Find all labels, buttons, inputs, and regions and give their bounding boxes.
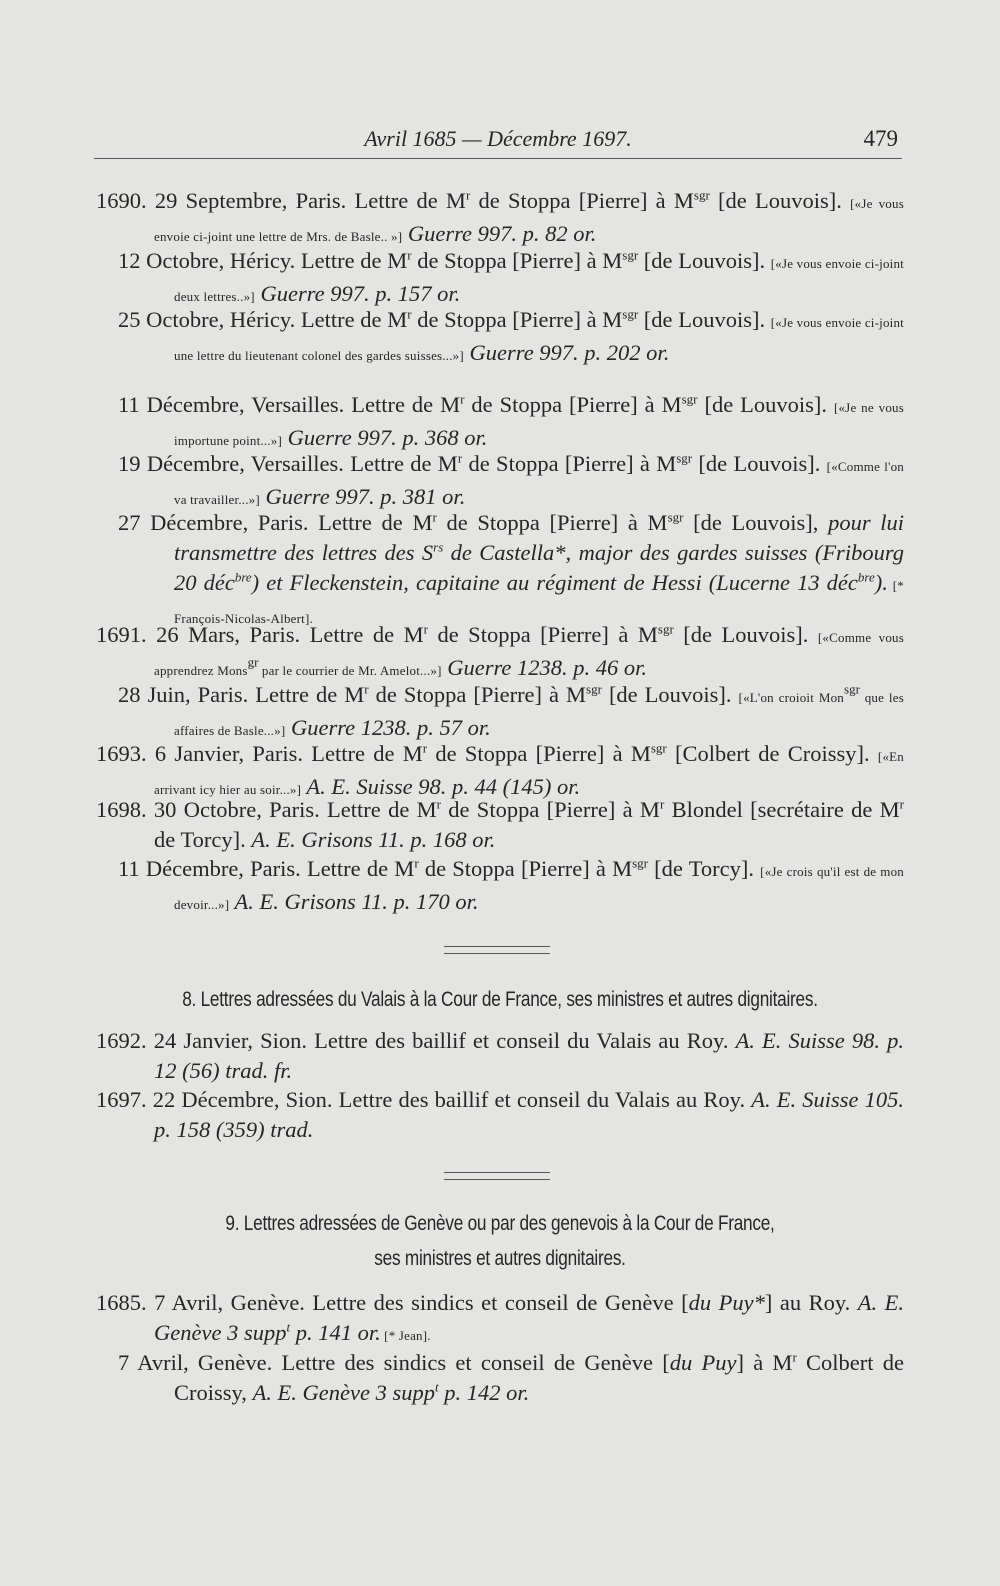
entry-1690-09-29: 1690. 29 Septembre, Paris. Lettre de $M^r$ de Stoppa [Pierre] à $M^{sgr}$ [de Louvois]. [«Je vous envoie ci-joint une lettre de Mrs. de Basle.. »] Guerre 997. p. 82 or. xyxy=(96,187,904,246)
section-8-title: 8. Lettres adressées du Valais à la Cour de France, ses ministres et autres dignitaires. xyxy=(182,988,818,1011)
page-number: 479 xyxy=(863,126,898,151)
entry-1690-12-19: 19 Décembre, Versailles. Lettre de $M^r$ de Stoppa [Pierre] à $M^{sgr}$ [de Louvois]. [«Comme l'on va travailler...»] Guerre 997. p. 381 or. xyxy=(118,450,904,509)
entry-1690-12-27: 27 Décembre, Paris. Lettre de $M^r$ de Stoppa [Pierre] à $M^{sgr}$ [de Louvois], pour lui transmettre des lettres des S$^{rs}$ de Castella*, major des gardes suisses (Fribourg 20 déc$^{bre}$) et Fleckenstein, capitaine au régiment de Hessi (Lucerne 13 déc$^{bre}$). [* François-Nicolas-Albert]. xyxy=(118,509,904,626)
section-9-title-line1: 9. Lettres adressées de Genève ou par des genevois à la Cour de France, xyxy=(225,1212,775,1235)
entry-1685-04-07-roy: 1685. 7 Avril, Genève. Lettre des sindics et conseil de Genève [du Puy*] au Roy. A. E. Genève 3 supp$^t$ p. 141 or. [* Jean]. xyxy=(96,1290,905,1345)
section-9-title-line2: ses ministres et autres dignitaires. xyxy=(374,1247,626,1270)
entry-1698-12-11: 11 Décembre, Paris. Lettre de $M^r$ de Stoppa [Pierre] à $M^{sgr}$ [de Torcy]. [«Je crois qu'il est de mon devoir...»] A. E. Grisons 11. p. 170 or. xyxy=(118,855,905,914)
section-separator xyxy=(444,946,550,954)
entry-1690-10-25: 25 Octobre, Héricy. Lettre de $M^r$ de Stoppa [Pierre] à $M^{sgr}$ [de Louvois]. [«Je vous envoie ci-joint une lettre du lieutenant colonel des gardes suisses...»] Guerre 997. p. 202 or. xyxy=(118,306,904,365)
section-separator xyxy=(444,1172,550,1180)
entry-1692-01-24: 1692. 24 Janvier, Sion. Lettre des baillif et conseil du Valais au Roy. A. E. Suisse 98. p. 12 (56) trad. fr. xyxy=(96,1028,904,1083)
entry-1698-10-30: 1698. 30 Octobre, Paris. Lettre de $M^r$ de Stoppa [Pierre] à $M^r$ Blondel [secrétaire de $M^r$ de Torcy]. A. E. Grisons 11. p. 168 or. xyxy=(96,796,904,852)
entry-1691-06-28: 28 Juin, Paris. Lettre de $M^r$ de Stoppa [Pierre] à $M^{sgr}$ [de Louvois]. [«L'on croioit Mon$^{sgr}$ que les affaires de Basle...»] Guerre 1238. p. 57 or. xyxy=(118,681,904,740)
entry-1697-12-22: 1697. 22 Décembre, Sion. Lettre des baillif et conseil du Valais au Roy. A. E. Suisse 105. p. 158 (359) trad. xyxy=(96,1087,904,1142)
running-title: Avril 1685 — Décembre 1697. xyxy=(364,126,632,151)
entry-1690-12-11: 11 Décembre, Versailles. Lettre de $M^r$ de Stoppa [Pierre] à $M^{sgr}$ [de Louvois]. [«Je ne vous importune point...»] Guerre 997. p. 368 or. xyxy=(118,391,904,450)
entry-1685-04-07-colbert: 7 Avril, Genève. Lettre des sindics et conseil de Genève [du Puy] à $M^r$ Colbert de Croissy, A. E. Genève 3 supp$^t$ p. 142 or. xyxy=(118,1349,904,1405)
page-header xyxy=(94,122,902,159)
entry-1691-03-26: 1691. 26 Mars, Paris. Lettre de $M^r$ de Stoppa [Pierre] à $M^{sgr}$ [de Louvois]. [«Comme vous apprendrez Mons$^{gr}$ par le courrier de Mr. Amelot...»] Guerre 1238. p. 46 or. xyxy=(96,621,904,680)
entry-1690-10-12: 12 Octobre, Héricy. Lettre de $M^r$ de Stoppa [Pierre] à $M^{sgr}$ [de Louvois]. [«Je vous envoie ci-joint deux lettres..»] Guerre 997. p. 157 or. xyxy=(118,247,904,306)
entry-1693-01-06: 1693. 6 Janvier, Paris. Lettre de $M^r$ de Stoppa [Pierre] à $M^{sgr}$ [Colbert de Croissy]. [«En arrivant icy hier au soir...»] A. E. Suisse 98. p. 44 (145) or. xyxy=(96,740,904,799)
